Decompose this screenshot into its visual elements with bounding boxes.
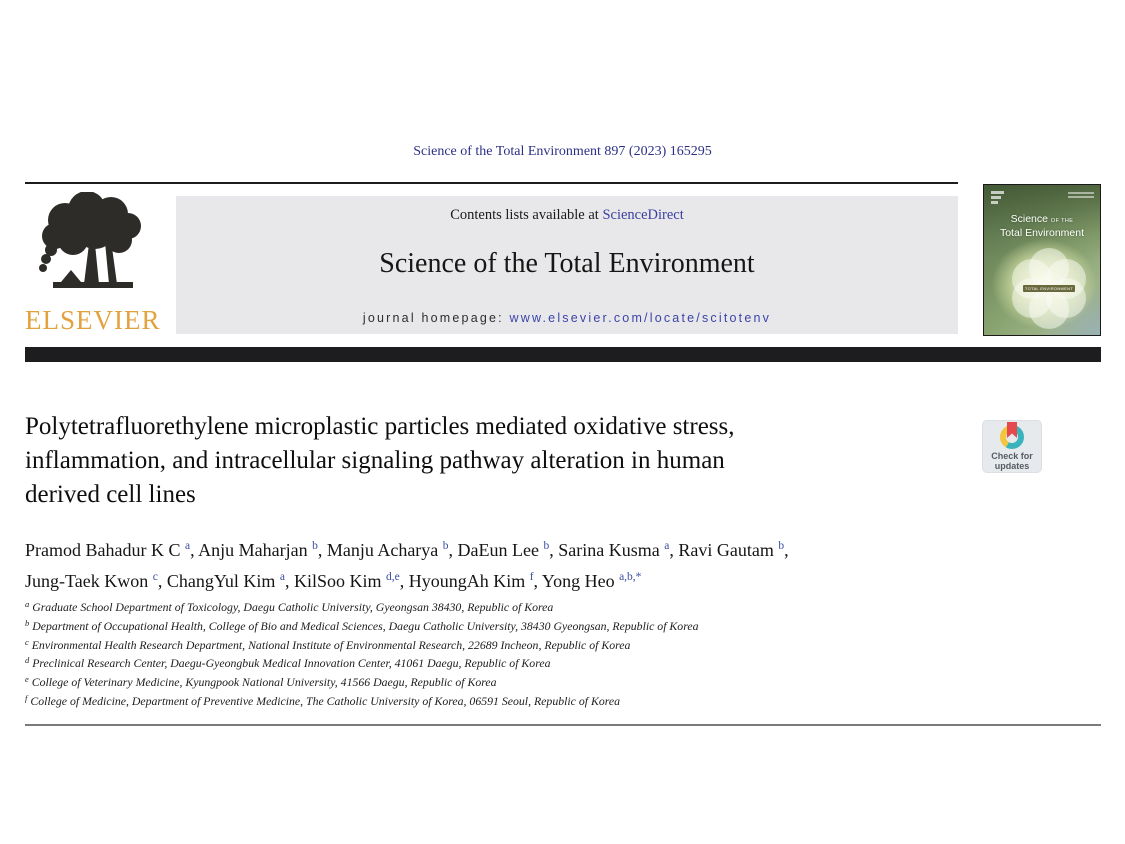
journal-title: Science of the Total Environment	[379, 248, 755, 279]
homepage-url-link[interactable]: www.elsevier.com/locate/scitotenv	[509, 311, 772, 325]
thick-divider	[25, 347, 1101, 362]
author-name: Pramod Bahadur K C	[25, 540, 181, 560]
author-name: KilSoo Kim	[293, 571, 382, 591]
author-name: Yong Heo	[541, 571, 615, 591]
author-list	[25, 536, 1045, 598]
author-name: Manju Acharya	[326, 540, 439, 560]
affiliation-text: College of Medicine, Department of Preventive Medicine, The Catholic University of Korea, 06591 Seoul, Republic of Korea	[27, 693, 621, 708]
affiliation-text: Environmental Health Research Department, National Institute of Environmental Research, 22689 Incheon, Republic of Korea	[28, 637, 631, 652]
author-affiliation-superscript: b	[442, 540, 449, 552]
contents-text: Contents lists available at	[450, 207, 603, 223]
article-title-line: derived cell lines	[25, 481, 196, 508]
sciencedirect-link[interactable]: ScienceDirect	[602, 207, 684, 223]
author-affiliation-superscript: a	[184, 540, 191, 552]
article-title	[25, 410, 945, 512]
author-affiliation-superscript: f	[529, 571, 534, 583]
cover-journal-title: Science OF THE Total Environment	[999, 213, 1085, 239]
journal-citation: Science of the Total Environment 897 (2023) 165295	[413, 144, 712, 159]
cover-center-band: TOTAL ENVIRONMENT	[1024, 286, 1074, 291]
affiliation-text: Department of Occupational Health, College of Bio and Medical Sciences, Daegu Catholic University, 38430 Gyeongsan, Republic of Korea	[29, 618, 699, 633]
affiliation-row	[25, 693, 1085, 712]
elsevier-logo	[25, 190, 170, 340]
author-affiliation-superscript: b	[778, 540, 785, 552]
affiliation-row	[25, 674, 1085, 693]
affiliation-superscript: a	[25, 599, 30, 609]
masthead-box	[176, 196, 958, 334]
journal-cover-thumbnail[interactable]	[983, 184, 1101, 336]
author-affiliation-superscript: a,b,*	[619, 571, 642, 583]
author-affiliation-superscript: a	[664, 540, 670, 552]
author-affiliation-superscript: b	[312, 540, 318, 552]
author-affiliation-superscript: c	[152, 571, 158, 583]
author-name: HyoungAh Kim	[408, 571, 526, 591]
author-affiliation-superscript: a	[279, 571, 285, 583]
author-line-1: Pramod Bahadur K C $^a$, Anju Maharjan $^b$, Manju Acharya $^b$, DaEun Lee $^b$, Sarina Kusma $^a$, Ravi Gautam $^b$,	[25, 540, 789, 560]
author-name: DaEun Lee	[457, 540, 540, 560]
elsevier-tree-icon	[31, 192, 156, 304]
check-for-updates-label: Check for updates	[991, 451, 1033, 471]
cover-flower-graphic	[984, 185, 1100, 335]
author-name: Ravi Gautam	[678, 540, 774, 560]
check-for-updates-badge[interactable]	[982, 420, 1042, 473]
article-title-line: Polytetrafluorethylene microplastic particles mediated oxidative stress,	[25, 413, 735, 440]
elsevier-wordmark: ELSEVIER	[25, 305, 161, 335]
masthead-top-rule	[25, 182, 958, 184]
article-title-line: inflammation, and intracellular signaling pathway alteration in human	[25, 447, 725, 474]
affiliation-superscript: c	[25, 636, 29, 647]
author-name: Anju Maharjan	[198, 540, 308, 560]
homepage-line	[176, 311, 958, 325]
affiliation-row	[25, 618, 1085, 637]
author-name: Jung-Taek Kwon	[25, 571, 149, 591]
affiliation-row	[25, 655, 1085, 674]
affiliation-list	[25, 599, 1085, 712]
author-affiliation-superscript: b	[543, 540, 550, 552]
header-bottom-rule	[25, 724, 1101, 726]
affiliation-superscript: f	[25, 692, 28, 703]
affiliation-row	[25, 599, 1085, 618]
homepage-label: journal homepage:	[362, 311, 510, 325]
affiliation-text: Graduate School Department of Toxicology, Daegu Catholic University, Gyeongsan 38430, Republic of Korea	[29, 600, 554, 614]
affiliation-text: College of Veterinary Medicine, Kyungpook National University, 41566 Daegu, Republic of Korea	[28, 675, 497, 690]
affiliation-row	[25, 637, 1085, 656]
affiliation-superscript: d	[25, 655, 30, 666]
affiliation-text: Preclinical Research Center, Daegu-Gyeongbuk Medical Innovation Center, 41061 Daegu, Republic of Korea	[29, 656, 551, 671]
affiliation-superscript: e	[25, 674, 29, 685]
contents-line	[176, 207, 958, 224]
author-affiliation-superscript: d,e	[385, 571, 400, 583]
author-name: ChangYul Kim	[166, 571, 276, 591]
author-name: Sarina Kusma	[558, 540, 660, 560]
author-line-2: Jung-Taek Kwon $^c$, ChangYul Kim $^a$, KilSoo Kim $^{d,e}$, HyoungAh Kim $^f$, Yong Heo $^{a,b,*}$	[25, 571, 642, 591]
affiliation-superscript: b	[25, 617, 30, 628]
